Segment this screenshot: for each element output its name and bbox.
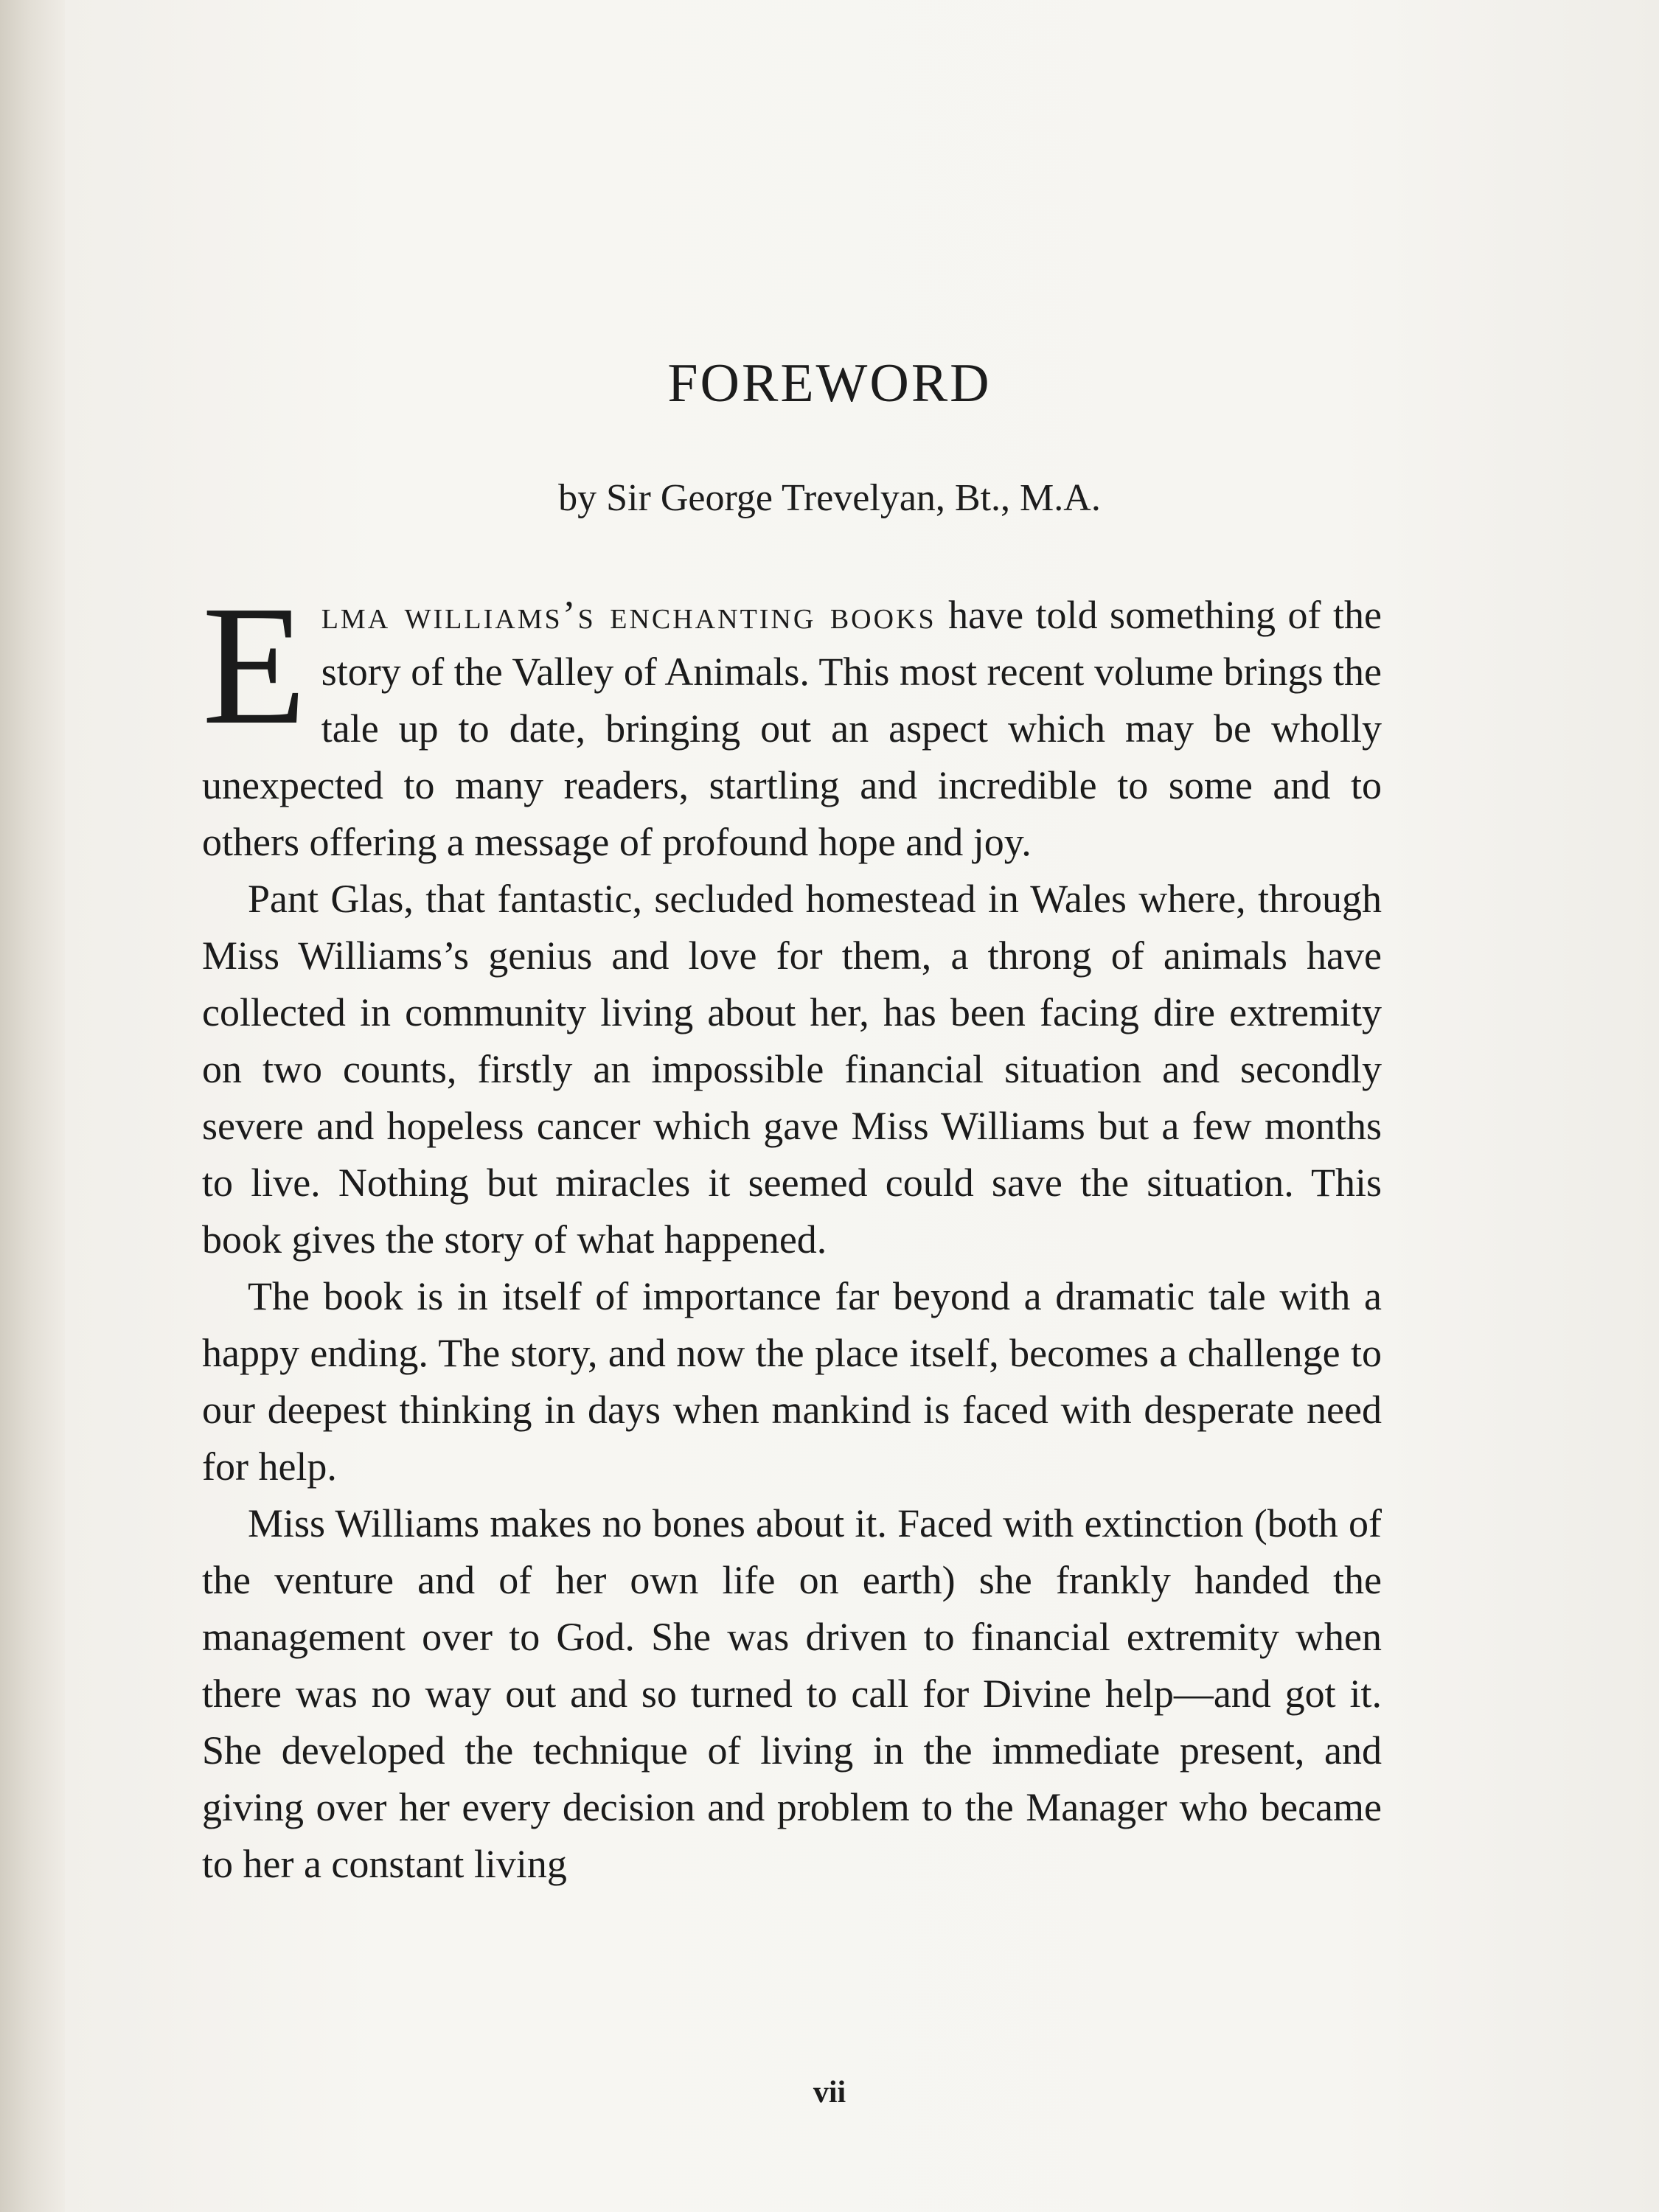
page-title: FOREWORD <box>667 353 992 414</box>
paragraph-1 <box>202 571 1382 871</box>
paragraph-2: Pant Glas, that fantastic, secluded homestead in Wales where, through Miss Williams’s genius and love for them, a throng of animals have collected in community living about her, has been facing dire extremity on two counts, firstly an impossible financial situation and secondly severe and hopeless cancer which gave Miss Williams but a few months to live. Nothing but miracles it seemed could save the situation. This book gives the story of what happened. <box>202 877 1382 1262</box>
paragraph-1-text: have told something of the story of the Valley of Animals. This most recent volume brings the tale up to date, bringing out an aspect which may be wholly unexpected to many readers, startling and incredible to some and to others offering a message of profound hope and joy. <box>202 593 1382 864</box>
paragraph-4: Miss Williams makes no bones about it. Faced with extinction (both of the venture and of her own life on earth) she frankly handed the management over to God. She was driven to financial extremity when there was no way out and so turned to call for Divine help—and got it. She developed the technique of living in the immediate present, and giving over her every decision and problem to the Manager who became to her a constant living <box>202 1501 1382 1886</box>
author-byline: by Sir George Trevelyan, Bt., M.A. <box>558 477 1101 519</box>
opening-smallcaps: lma williams’s enchanting books <box>321 593 936 637</box>
paragraph-3: The book is in itself of importance far beyond a dramatic tale with a happy ending. The story, and now the place itself, becomes a challenge to our deepest thinking in days when mankind is faced with desperate need for help. <box>202 1274 1382 1489</box>
book-gutter-shadow <box>0 0 65 2212</box>
drop-cap: E <box>202 571 307 760</box>
foreword-body <box>202 571 1382 1893</box>
page-number: vii <box>813 2076 846 2110</box>
